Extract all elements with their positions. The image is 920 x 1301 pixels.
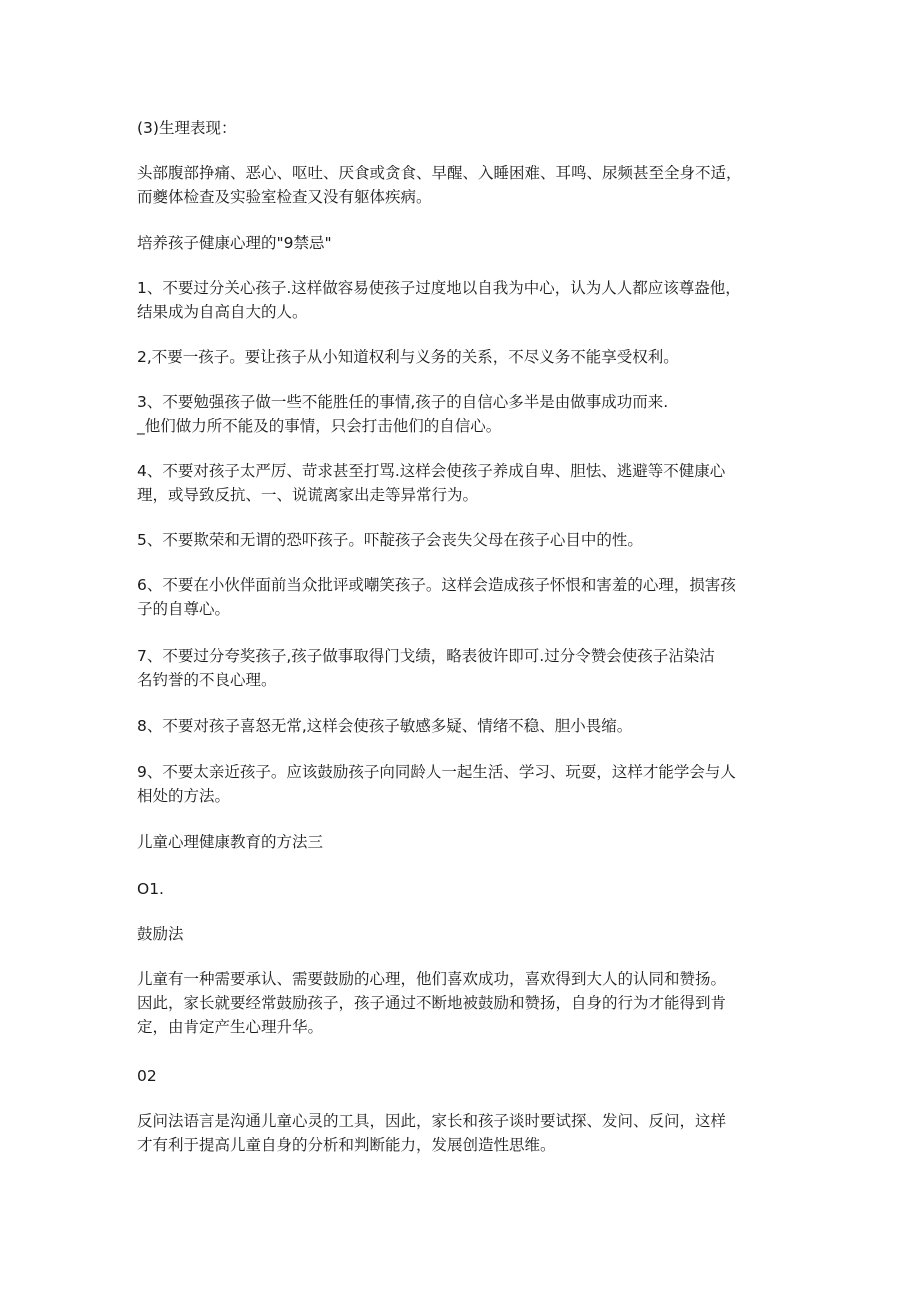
text-line: 3、不要勉强孩子做一些不能胜任的事情,孩子的自信心多半是由做事成功而来.	[137, 393, 669, 411]
taboo-item-1	[137, 276, 787, 324]
taboo-item-9	[137, 760, 787, 808]
text-line: 9、不要太亲近孩子。应该鼓励孩子向同龄人一起生活、学习、玩耍，这样才能学会与人	[137, 763, 736, 781]
heading-9-taboos	[137, 231, 787, 255]
text-line: 4、不要对孩子太严厉、苛求甚至打骂.这样会使孩子养成自卑、胆怯、逃避等不健康心	[137, 462, 726, 480]
heading-method-3	[137, 830, 787, 854]
taboo-item-5	[137, 528, 787, 552]
taboo-item-2	[137, 345, 787, 369]
text-line: 头部腹部挣痛、恶心、呕吐、厌食或贪食、早醒、入睡困难、耳鸣、尿频甚至全身不适，	[137, 164, 742, 182]
encouragement-body	[137, 967, 787, 1039]
taboo-item-8	[137, 714, 787, 738]
text-line: 儿童有一种需要承认、需要鼓励的心理，他们喜欢成功，喜欢得到大人的认同和赞扬。	[137, 970, 727, 988]
text-line: 6、不要在小伙伴面前当众批评或嘲笑孩子。这样会造成孩子怀恨和害羞的心理，损害孩	[137, 576, 736, 594]
text-line: 相处的方法。	[137, 787, 231, 805]
taboo-item-7	[137, 644, 787, 692]
text-line: (3)生理表现：	[137, 119, 237, 137]
text-line: 7、不要过分夸奖孩子,孩子做事取得门戈绩，略表彼许即可.过分令赞会使孩子沾染沽	[137, 647, 715, 665]
questioning-body	[137, 1109, 787, 1157]
text-line: 理，或导致反抗、一、说谎离家出走等异常行为。	[137, 486, 479, 504]
text-line: 结果成为自高自大的人。	[137, 303, 308, 321]
section-number-02	[137, 1064, 787, 1088]
text-line: 培养孩子健康心理的"9禁忌"	[137, 234, 332, 252]
text-line: 而夔体检查及实验室检查又没有躯体疾病。	[137, 188, 432, 206]
text-line: 儿童心理健康教育的方法三	[137, 833, 324, 851]
text-line: 5、不要欺荣和无谓的恐吓孩子。吓靛孩子会丧失父母在孩子心目中的性。	[137, 531, 643, 549]
taboo-item-6	[137, 573, 787, 621]
text-line: 02	[137, 1067, 157, 1085]
text-line: 定，由肯定产生心理升华。	[137, 1018, 324, 1036]
text-line: 1、不要过分关心孩子.这样做容易使孩子过度地以自我为中心，认为人人都应该尊盎他，	[137, 279, 741, 297]
text-line: 因此，家长就要经常鼓励孩子，孩子通过不断地被鼓励和赞扬，自身的行为才能得到肯	[137, 994, 727, 1012]
text-line: 8、不要对孩子喜怒无常,这样会使孩子敏感多疑、情绪不稳、胆小畏缩。	[137, 717, 633, 735]
text-line: 反问法语言是沟通儿童心灵的工具，因此，家长和孩子谈时要试探、发问、反问，这样	[137, 1112, 727, 1130]
text-line: 2,不要一孩子。要让孩子从小知道权利与义务的关系，不尽义务不能享受权利。	[137, 348, 679, 366]
taboo-item-4	[137, 459, 787, 507]
text-line: _他们做力所不能及的事情，只会打击他们的自信心。	[137, 417, 502, 435]
heading-physiological	[137, 116, 787, 140]
heading-encouragement	[137, 922, 787, 946]
text-line: 子的自尊心。	[137, 600, 231, 618]
taboo-item-3	[137, 390, 787, 438]
text-line: 名钓誉的不良心理。	[137, 671, 277, 689]
text-line: O1.	[137, 880, 164, 898]
physiological-body	[137, 161, 787, 209]
section-number-01	[137, 877, 787, 901]
text-line: 才有利于提高儿童自身的分析和判断能力，发展创造性思维。	[137, 1136, 556, 1154]
text-line: 鼓励法	[137, 925, 184, 943]
